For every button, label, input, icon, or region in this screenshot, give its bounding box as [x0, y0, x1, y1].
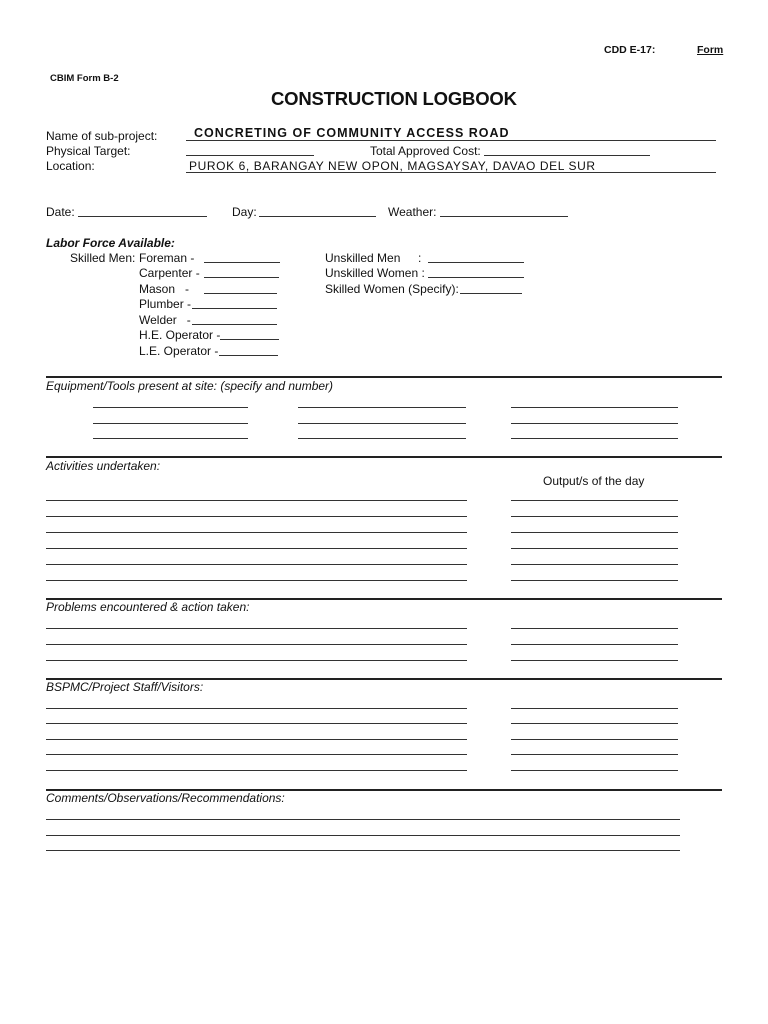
he-operator-line[interactable] — [220, 339, 279, 340]
comment-line[interactable] — [46, 835, 680, 836]
foreman-line[interactable] — [204, 262, 280, 263]
unskilled-men-line[interactable] — [428, 262, 524, 263]
equipment-heading: Equipment/Tools present at site: (specify and number) — [46, 379, 334, 393]
equipment-line[interactable] — [93, 407, 248, 408]
problem-line[interactable] — [511, 628, 678, 629]
carpenter-label: Carpenter - — [139, 266, 200, 280]
section-divider — [46, 376, 722, 378]
carpenter-line[interactable] — [204, 277, 279, 278]
equipment-line[interactable] — [93, 438, 248, 439]
le-operator-line[interactable] — [219, 355, 278, 356]
form-word: Form — [697, 44, 724, 56]
total-cost-line[interactable] — [484, 155, 650, 156]
unskilled-women-line[interactable] — [428, 277, 524, 278]
equipment-line[interactable] — [511, 438, 678, 439]
le-operator-label: L.E. Operator - — [139, 344, 219, 358]
activity-line[interactable] — [46, 548, 467, 549]
bspmc-line[interactable] — [511, 754, 678, 755]
bspmc-line[interactable] — [46, 770, 467, 771]
bspmc-line[interactable] — [511, 739, 678, 740]
welder-label: Welder - — [139, 313, 191, 327]
activity-line[interactable] — [511, 548, 678, 549]
equipment-line[interactable] — [511, 423, 678, 424]
activity-line[interactable] — [511, 580, 678, 581]
location-label: Location: — [46, 159, 95, 173]
problems-heading: Problems encountered & action taken: — [46, 600, 250, 614]
activity-line[interactable] — [46, 516, 467, 517]
comment-line[interactable] — [46, 819, 680, 820]
bspmc-line[interactable] — [511, 770, 678, 771]
unskilled-men-colon: : — [418, 251, 422, 265]
activity-line[interactable] — [511, 532, 678, 533]
problem-line[interactable] — [511, 660, 678, 661]
unskilled-women-label: Unskilled Women : — [325, 266, 425, 280]
total-cost-label: Total Approved Cost: — [370, 144, 481, 158]
comments-heading: Comments/Observations/Recommendations: — [46, 791, 285, 805]
activities-heading: Activities undertaken: — [46, 459, 161, 473]
bspmc-line[interactable] — [511, 723, 678, 724]
comment-line[interactable] — [46, 850, 680, 851]
skilled-women-label: Skilled Women (Specify): — [325, 282, 459, 296]
equipment-line[interactable] — [298, 423, 466, 424]
plumber-label: Plumber - — [139, 297, 192, 311]
cbim-form-label: CBIM Form B-2 — [50, 73, 119, 84]
mason-line[interactable] — [204, 293, 277, 294]
bspmc-line[interactable] — [46, 754, 467, 755]
activity-line[interactable] — [46, 564, 467, 565]
bspmc-line[interactable] — [46, 739, 467, 740]
activity-line[interactable] — [46, 532, 467, 533]
date-label: Date: — [46, 205, 75, 219]
day-line[interactable] — [259, 216, 376, 217]
physical-target-line[interactable] — [186, 155, 314, 156]
bspmc-heading: BSPMC/Project Staff/Visitors: — [46, 680, 204, 694]
date-line[interactable] — [78, 216, 207, 217]
activity-line[interactable] — [46, 580, 467, 581]
problem-line[interactable] — [46, 644, 467, 645]
output-heading: Output/s of the day — [543, 474, 645, 488]
skilled-women-line[interactable] — [460, 293, 522, 294]
mason-label: Mason - — [139, 282, 190, 296]
day-label: Day: — [232, 205, 257, 219]
equipment-line[interactable] — [298, 438, 466, 439]
activity-line[interactable] — [511, 500, 678, 501]
sub-project-label: Name of sub-project: — [46, 129, 158, 143]
plumber-line[interactable] — [192, 308, 277, 309]
section-divider — [46, 456, 722, 458]
equipment-line[interactable] — [511, 407, 678, 408]
form-code: CDD E-17: — [604, 44, 656, 56]
problem-line[interactable] — [511, 644, 678, 645]
labor-force-heading: Labor Force Available: — [46, 236, 175, 250]
bspmc-line[interactable] — [46, 708, 467, 709]
weather-label: Weather: — [388, 205, 437, 219]
weather-line[interactable] — [440, 216, 568, 217]
foreman-label: Foreman - — [139, 251, 195, 265]
sub-project-line[interactable] — [186, 140, 716, 141]
physical-target-label: Physical Target: — [46, 144, 131, 158]
location-value: PUROK 6, BARANGAY NEW OPON, MAGSAYSAY, DAVAO DEL SUR — [189, 159, 596, 173]
problem-line[interactable] — [46, 628, 467, 629]
bspmc-line[interactable] — [46, 723, 467, 724]
activity-line[interactable] — [46, 500, 467, 501]
activity-line[interactable] — [511, 516, 678, 517]
equipment-line[interactable] — [298, 407, 466, 408]
welder-line[interactable] — [192, 324, 277, 325]
sub-project-value: CONCRETING OF COMMUNITY ACCESS ROAD — [194, 126, 510, 140]
problem-line[interactable] — [46, 660, 467, 661]
bspmc-line[interactable] — [511, 708, 678, 709]
unskilled-men-label: Unskilled Men — [325, 251, 401, 265]
equipment-line[interactable] — [93, 423, 248, 424]
skilled-men-label: Skilled Men: — [70, 251, 136, 265]
he-operator-label: H.E. Operator - — [139, 328, 221, 342]
activity-line[interactable] — [511, 564, 678, 565]
page-title: CONSTRUCTION LOGBOOK — [271, 88, 517, 109]
